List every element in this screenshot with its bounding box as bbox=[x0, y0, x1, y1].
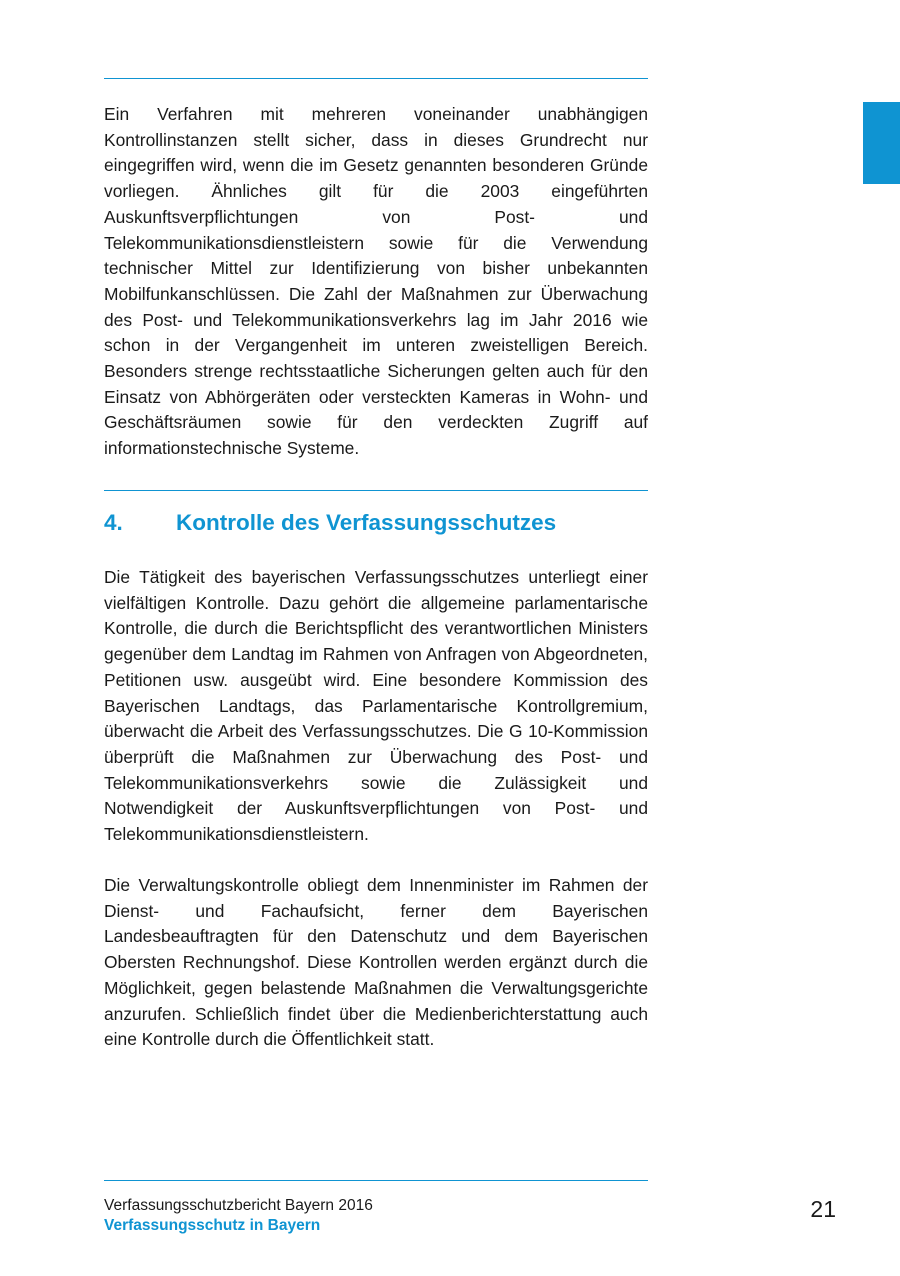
section-number: 4. bbox=[104, 510, 123, 535]
section-title: Kontrolle des Verfassungsschutzes bbox=[176, 510, 557, 535]
footer-chapter-title: Verfassungsschutz in Bayern bbox=[104, 1217, 321, 1234]
footer-rule bbox=[104, 1180, 648, 1181]
chapter-tab-marker bbox=[863, 102, 900, 184]
section-paragraph-2: Die Verwaltungskontrolle obliegt dem Innenminister im Rahmen der Dienst- und Fachaufsicht, ferner dem Bayerischen Landesbeauftragten für den Datenschutz und dem Bayerischen Obersten Rechnungshof. Diese Kontrollen werden ergänzt durch die Möglichkeit, gegen belastende Maßnahmen die Verwaltungsgerichte anzurufen. Schließlich findet über die Medienberichterstattung auch eine Kontrolle durch die Öffentlichkeit statt. bbox=[104, 875, 648, 1050]
footer-report-title: Verfassungsschutzbericht Bayern 2016 bbox=[104, 1197, 373, 1214]
section-paragraph-1: Die Tätigkeit des bayerischen Verfassungsschutzes unterliegt einer vielfältigen Kontrolle. Dazu gehört die allgemeine parlamentarische Kontrolle, die durch die Berichtspflicht des verantwortlichen Ministers gegenüber dem Landtag im Rahmen von Anfragen von Abgeordneten, Petitionen usw. ausgeübt wird. Eine besondere Kommission des Bayerischen Landtags, das Parlamentarische Kontrollgremium, überwacht die Arbeit des Verfassungsschutzes. Die G 10-Kommission überprüft die Maßnahmen zur Überwachung des Post- und Telekommunikationsverkehrs sowie die Zulässigkeit und Notwendigkeit der Auskunftsverpflichtungen von Post- und Telekommunikationsdienstleistern. bbox=[104, 567, 648, 845]
section-rule bbox=[104, 490, 648, 491]
top-rule bbox=[104, 78, 648, 79]
section-heading bbox=[104, 508, 648, 538]
intro-paragraph: Ein Verfahren mit mehreren voneinander unabhängigen Kontrollinstanzen stellt sicher, dass in dieses Grundrecht nur eingegriffen wird, wenn die im Gesetz genannten besonderen Gründe vorliegen. Ähnliches gilt für die 2003 eingeführten Auskunftsverpflichtungen von Post- und Telekommunikationsdienstleistern sowie für die Verwendung technischer Mittel zur Identifizierung von bisher unbekannten Mobilfunkanschlüssen. Die Zahl der Maßnahmen zur Überwachung des Post- und Telekommunikationsverkehrs lag im Jahr 2016 wie schon in der Vergangenheit im unteren zweistelligen Bereich. Besonders strenge rechtsstaatliche Sicherungen gelten auch für den Einsatz von Abhörgeräten oder versteckten Kameras in Wohn- und Geschäftsräumen sowie für den verdeckten Zugriff auf informationstechnische Systeme. bbox=[104, 104, 648, 459]
page-number: 21 bbox=[810, 1196, 836, 1222]
